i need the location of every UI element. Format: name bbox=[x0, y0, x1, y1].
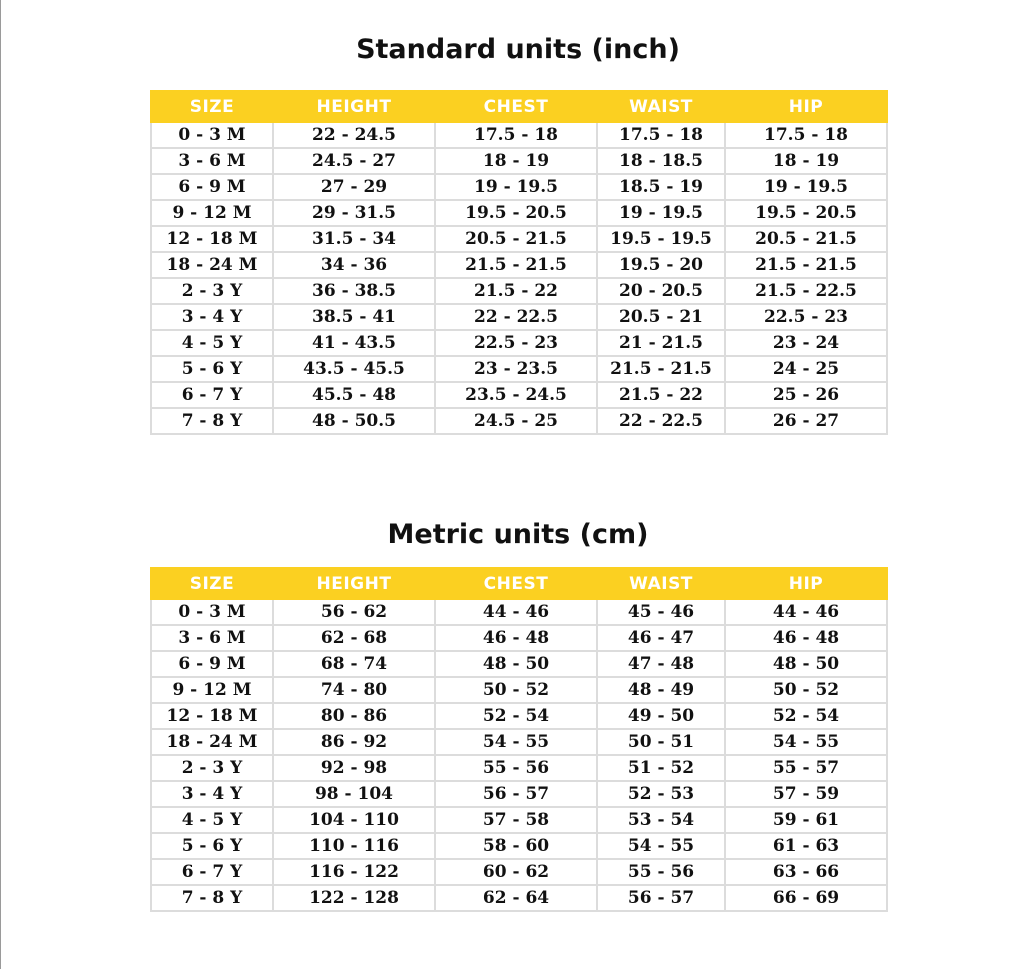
table-row bbox=[151, 599, 887, 625]
cell-hip: 52 - 54 bbox=[725, 703, 887, 729]
cell-height: 24.5 - 27 bbox=[273, 148, 435, 174]
cell-chest: 62 - 64 bbox=[435, 885, 597, 911]
cell-chest: 58 - 60 bbox=[435, 833, 597, 859]
cell-chest: 21.5 - 22 bbox=[435, 278, 597, 304]
cell-waist: 18.5 - 19 bbox=[597, 174, 725, 200]
column-header-waist: WAIST bbox=[597, 91, 725, 122]
cell-size: 5 - 6 Y bbox=[151, 833, 273, 859]
table-row bbox=[151, 148, 887, 174]
cell-hip: 54 - 55 bbox=[725, 729, 887, 755]
cell-waist: 21.5 - 21.5 bbox=[597, 356, 725, 382]
table-row bbox=[151, 729, 887, 755]
cell-size: 6 - 7 Y bbox=[151, 382, 273, 408]
cell-hip: 46 - 48 bbox=[725, 625, 887, 651]
cell-chest: 17.5 - 18 bbox=[435, 122, 597, 148]
cell-hip: 24 - 25 bbox=[725, 356, 887, 382]
cell-hip: 63 - 66 bbox=[725, 859, 887, 885]
cell-height: 116 - 122 bbox=[273, 859, 435, 885]
cell-height: 43.5 - 45.5 bbox=[273, 356, 435, 382]
cell-chest: 52 - 54 bbox=[435, 703, 597, 729]
cell-waist: 56 - 57 bbox=[597, 885, 725, 911]
cell-waist: 52 - 53 bbox=[597, 781, 725, 807]
column-header-size: SIZE bbox=[151, 91, 273, 122]
cell-hip: 18 - 19 bbox=[725, 148, 887, 174]
cell-height: 31.5 - 34 bbox=[273, 226, 435, 252]
table-row bbox=[151, 781, 887, 807]
cell-waist: 21.5 - 22 bbox=[597, 382, 725, 408]
cell-chest: 60 - 62 bbox=[435, 859, 597, 885]
cell-size: 2 - 3 Y bbox=[151, 755, 273, 781]
cell-hip: 44 - 46 bbox=[725, 599, 887, 625]
cell-chest: 22.5 - 23 bbox=[435, 330, 597, 356]
column-header-height: HEIGHT bbox=[273, 568, 435, 599]
table-row bbox=[151, 382, 887, 408]
cell-waist: 19.5 - 20 bbox=[597, 252, 725, 278]
cell-size: 0 - 3 M bbox=[151, 599, 273, 625]
left-border-line bbox=[0, 0, 1, 969]
cell-waist: 49 - 50 bbox=[597, 703, 725, 729]
cell-chest: 57 - 58 bbox=[435, 807, 597, 833]
cell-size: 3 - 6 M bbox=[151, 625, 273, 651]
cell-size: 18 - 24 M bbox=[151, 729, 273, 755]
cell-height: 92 - 98 bbox=[273, 755, 435, 781]
cell-hip: 66 - 69 bbox=[725, 885, 887, 911]
standard-units-title: Standard units (inch) bbox=[356, 34, 680, 65]
column-header-height: HEIGHT bbox=[273, 91, 435, 122]
cell-size: 6 - 9 M bbox=[151, 174, 273, 200]
cell-height: 68 - 74 bbox=[273, 651, 435, 677]
cell-hip: 26 - 27 bbox=[725, 408, 887, 434]
cell-height: 45.5 - 48 bbox=[273, 382, 435, 408]
cell-hip: 19.5 - 20.5 bbox=[725, 200, 887, 226]
column-header-chest: CHEST bbox=[435, 91, 597, 122]
cell-height: 62 - 68 bbox=[273, 625, 435, 651]
table-row bbox=[151, 807, 887, 833]
cell-chest: 55 - 56 bbox=[435, 755, 597, 781]
cell-height: 48 - 50.5 bbox=[273, 408, 435, 434]
table-row bbox=[151, 408, 887, 434]
table-row bbox=[151, 278, 887, 304]
table-row bbox=[151, 703, 887, 729]
cell-height: 41 - 43.5 bbox=[273, 330, 435, 356]
cell-size: 4 - 5 Y bbox=[151, 330, 273, 356]
cell-size: 0 - 3 M bbox=[151, 122, 273, 148]
cell-hip: 25 - 26 bbox=[725, 382, 887, 408]
table-row bbox=[151, 226, 887, 252]
cell-height: 80 - 86 bbox=[273, 703, 435, 729]
cell-waist: 45 - 46 bbox=[597, 599, 725, 625]
cell-waist: 20 - 20.5 bbox=[597, 278, 725, 304]
table-header-row bbox=[151, 91, 887, 122]
standard-size-table bbox=[150, 90, 888, 435]
cell-height: 56 - 62 bbox=[273, 599, 435, 625]
cell-size: 4 - 5 Y bbox=[151, 807, 273, 833]
metric-units-title: Metric units (cm) bbox=[387, 519, 649, 550]
cell-hip: 57 - 59 bbox=[725, 781, 887, 807]
table-row bbox=[151, 755, 887, 781]
table-row bbox=[151, 677, 887, 703]
cell-waist: 51 - 52 bbox=[597, 755, 725, 781]
cell-waist: 19.5 - 19.5 bbox=[597, 226, 725, 252]
cell-hip: 20.5 - 21.5 bbox=[725, 226, 887, 252]
cell-height: 38.5 - 41 bbox=[273, 304, 435, 330]
table-row bbox=[151, 200, 887, 226]
cell-size: 6 - 7 Y bbox=[151, 859, 273, 885]
cell-size: 18 - 24 M bbox=[151, 252, 273, 278]
column-header-waist: WAIST bbox=[597, 568, 725, 599]
cell-waist: 19 - 19.5 bbox=[597, 200, 725, 226]
cell-hip: 61 - 63 bbox=[725, 833, 887, 859]
cell-chest: 46 - 48 bbox=[435, 625, 597, 651]
cell-waist: 47 - 48 bbox=[597, 651, 725, 677]
cell-size: 7 - 8 Y bbox=[151, 885, 273, 911]
cell-chest: 24.5 - 25 bbox=[435, 408, 597, 434]
cell-chest: 19 - 19.5 bbox=[435, 174, 597, 200]
cell-size: 6 - 9 M bbox=[151, 651, 273, 677]
cell-chest: 50 - 52 bbox=[435, 677, 597, 703]
column-header-hip: HIP bbox=[725, 568, 887, 599]
cell-chest: 44 - 46 bbox=[435, 599, 597, 625]
cell-waist: 54 - 55 bbox=[597, 833, 725, 859]
table-row bbox=[151, 252, 887, 278]
cell-waist: 17.5 - 18 bbox=[597, 122, 725, 148]
table-row bbox=[151, 859, 887, 885]
cell-chest: 48 - 50 bbox=[435, 651, 597, 677]
cell-waist: 18 - 18.5 bbox=[597, 148, 725, 174]
cell-waist: 55 - 56 bbox=[597, 859, 725, 885]
cell-height: 27 - 29 bbox=[273, 174, 435, 200]
cell-hip: 19 - 19.5 bbox=[725, 174, 887, 200]
cell-chest: 19.5 - 20.5 bbox=[435, 200, 597, 226]
cell-hip: 21.5 - 21.5 bbox=[725, 252, 887, 278]
cell-hip: 55 - 57 bbox=[725, 755, 887, 781]
cell-size: 7 - 8 Y bbox=[151, 408, 273, 434]
cell-hip: 59 - 61 bbox=[725, 807, 887, 833]
metric-size-table bbox=[150, 567, 888, 912]
table-row bbox=[151, 625, 887, 651]
cell-size: 3 - 4 Y bbox=[151, 781, 273, 807]
cell-chest: 18 - 19 bbox=[435, 148, 597, 174]
cell-height: 34 - 36 bbox=[273, 252, 435, 278]
table-row bbox=[151, 174, 887, 200]
table-row bbox=[151, 885, 887, 911]
table-row bbox=[151, 833, 887, 859]
cell-chest: 23.5 - 24.5 bbox=[435, 382, 597, 408]
cell-size: 12 - 18 M bbox=[151, 226, 273, 252]
cell-height: 104 - 110 bbox=[273, 807, 435, 833]
table-row bbox=[151, 304, 887, 330]
cell-waist: 50 - 51 bbox=[597, 729, 725, 755]
cell-height: 36 - 38.5 bbox=[273, 278, 435, 304]
cell-hip: 50 - 52 bbox=[725, 677, 887, 703]
cell-chest: 22 - 22.5 bbox=[435, 304, 597, 330]
cell-size: 3 - 4 Y bbox=[151, 304, 273, 330]
table-row bbox=[151, 651, 887, 677]
cell-size: 9 - 12 M bbox=[151, 677, 273, 703]
cell-waist: 22 - 22.5 bbox=[597, 408, 725, 434]
cell-height: 122 - 128 bbox=[273, 885, 435, 911]
cell-chest: 21.5 - 21.5 bbox=[435, 252, 597, 278]
cell-chest: 54 - 55 bbox=[435, 729, 597, 755]
cell-size: 9 - 12 M bbox=[151, 200, 273, 226]
cell-waist: 53 - 54 bbox=[597, 807, 725, 833]
column-header-size: SIZE bbox=[151, 568, 273, 599]
column-header-chest: CHEST bbox=[435, 568, 597, 599]
cell-size: 2 - 3 Y bbox=[151, 278, 273, 304]
cell-height: 98 - 104 bbox=[273, 781, 435, 807]
cell-height: 29 - 31.5 bbox=[273, 200, 435, 226]
cell-hip: 48 - 50 bbox=[725, 651, 887, 677]
cell-height: 110 - 116 bbox=[273, 833, 435, 859]
cell-height: 22 - 24.5 bbox=[273, 122, 435, 148]
column-header-hip: HIP bbox=[725, 91, 887, 122]
cell-height: 86 - 92 bbox=[273, 729, 435, 755]
cell-chest: 56 - 57 bbox=[435, 781, 597, 807]
cell-hip: 21.5 - 22.5 bbox=[725, 278, 887, 304]
cell-waist: 46 - 47 bbox=[597, 625, 725, 651]
cell-waist: 20.5 - 21 bbox=[597, 304, 725, 330]
table-row bbox=[151, 330, 887, 356]
cell-chest: 23 - 23.5 bbox=[435, 356, 597, 382]
cell-size: 12 - 18 M bbox=[151, 703, 273, 729]
cell-waist: 21 - 21.5 bbox=[597, 330, 725, 356]
cell-chest: 20.5 - 21.5 bbox=[435, 226, 597, 252]
table-header-row bbox=[151, 568, 887, 599]
cell-size: 3 - 6 M bbox=[151, 148, 273, 174]
table-row bbox=[151, 122, 887, 148]
cell-hip: 22.5 - 23 bbox=[725, 304, 887, 330]
cell-hip: 23 - 24 bbox=[725, 330, 887, 356]
cell-waist: 48 - 49 bbox=[597, 677, 725, 703]
cell-height: 74 - 80 bbox=[273, 677, 435, 703]
cell-size: 5 - 6 Y bbox=[151, 356, 273, 382]
table-row bbox=[151, 356, 887, 382]
cell-hip: 17.5 - 18 bbox=[725, 122, 887, 148]
